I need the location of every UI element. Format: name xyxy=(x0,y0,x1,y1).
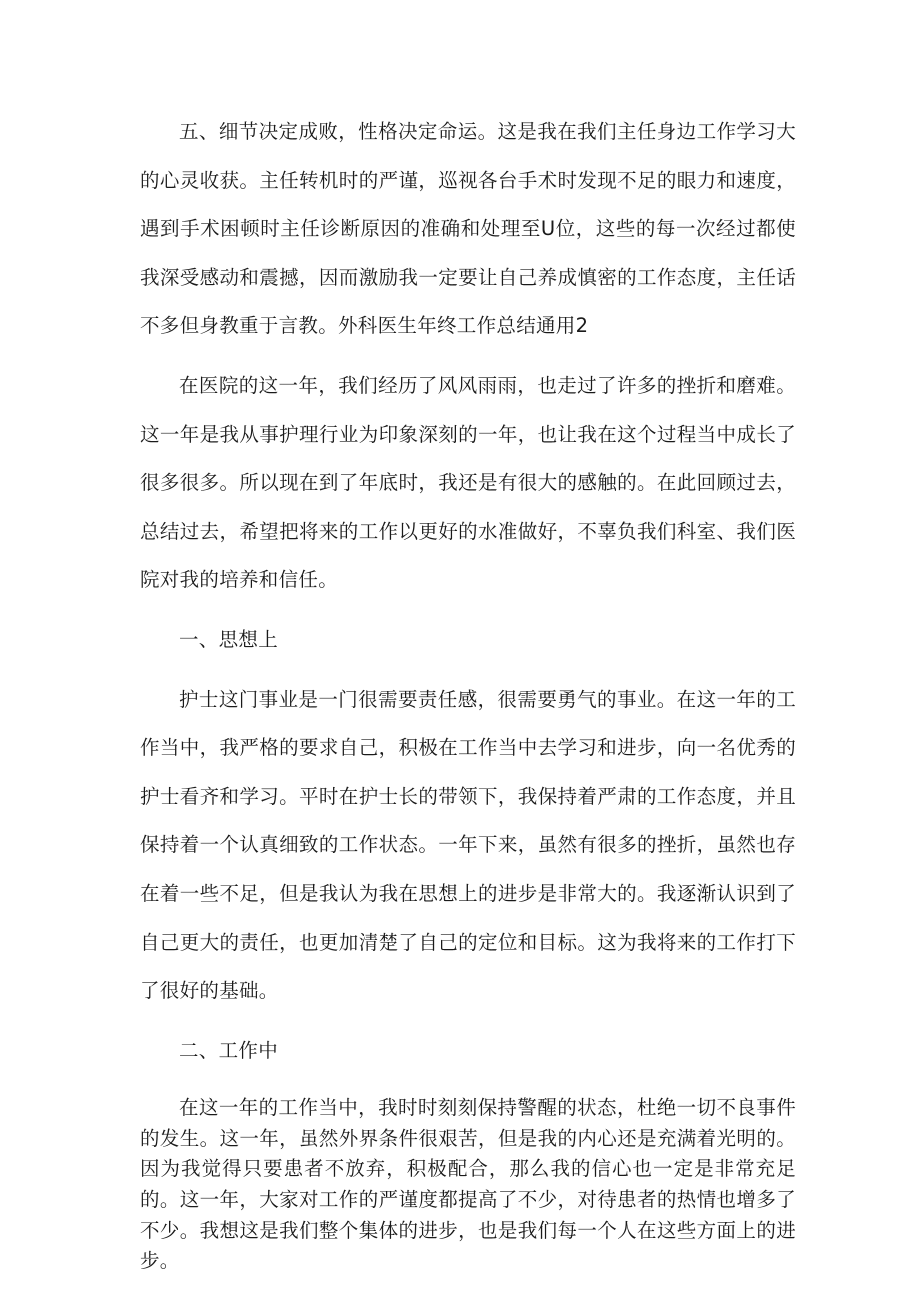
section-heading-thought: 一、思想上 xyxy=(179,627,279,651)
section-heading-work: 二、工作中 xyxy=(179,1038,279,1062)
paragraph-thought: 护士这门事业是一门很需要责任感，很需要勇气的事业。在这一年的工作当中，我严格的要求自己，积极在工作当中去学习和进步，向一名优秀的护士看齐和学习。平时在护士长的带领下，我保持着严肃的工作态度，并且保持着一个认真细致的工作状态。一年下来，虽然有很多的挫折，虽然也存在着一些不足，但是我认为我在思想上的进步是非常大的。我逐渐认识到了自己更大的责任，也更加清楚了自己的定位和目标。这为我将来的工作打下了很好的基础。 xyxy=(140,687,796,1003)
paragraph-intro: 在医院的这一年，我们经历了风风雨雨，也走过了许多的挫折和磨难。这一年是我从事护理行业为印象深刻的一年，也让我在这个过程当中成长了很多很多。所以现在到了年底时，我还是有很大的感触的。在此回顾过去，总结过去，希望把将来的工作以更好的水准做好，不辜负我们科室、我们医院对我的培养和信任。 xyxy=(140,373,796,592)
paragraph-work: 在这一年的工作当中，我时时刻刻保持警醒的状态，杜绝一切不良事件的发生。这一年，虽然外界条件很艰苦，但是我的内心还是充满着光明的。因为我觉得只要患者不放弃，积极配合，那么我的信心也一定是非常充足的。这一年，大家对工作的严谨度都提高了不少，对待患者的热情也增多了不少。我想这是我们整个集体的进步，也是我们每一个人在这些方面上的进步。 xyxy=(140,1096,796,1273)
document-body xyxy=(140,108,796,1277)
paragraph-details: 五、细节决定成败，性格决定命运。这是我在我们主任身边工作学习大的心灵收获。主任转机时的严谨，巡视各台手术时发现不足的眼力和速度，遇到手术困顿时主任诊断原因的准确和处理至U位，这些的每一次经过都使我深受感动和震撼，因而激励我一定要让自己养成慎密的工作态度，主任话不多但身教重于言教。外科医生年终工作总结通用2 xyxy=(140,120,796,338)
